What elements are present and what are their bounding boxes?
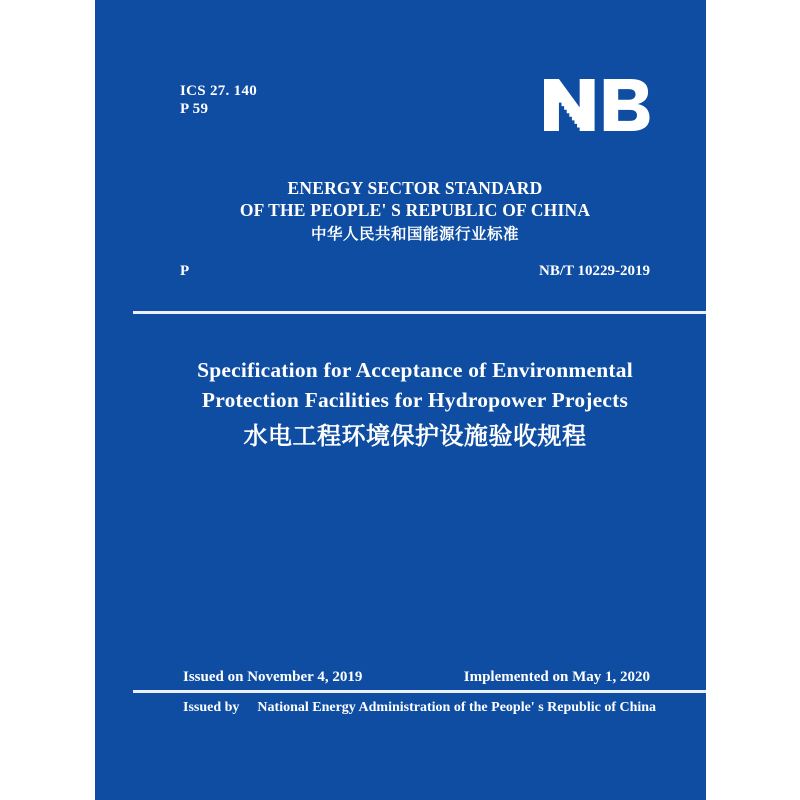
standard-heading-cn: 中华人民共和国能源行业标准 bbox=[310, 226, 519, 243]
standard-cover bbox=[95, 0, 706, 800]
code-row bbox=[180, 262, 650, 281]
bottom-divider-rule bbox=[133, 690, 706, 693]
ics-code: ICS 27. 140 bbox=[180, 83, 258, 99]
title-en-line2: Protection Facilities for Hydropower Projects bbox=[201, 388, 629, 412]
standard-heading-en-line1: ENERGY SECTOR STANDARD bbox=[287, 178, 543, 198]
standard-heading bbox=[180, 177, 650, 245]
top-divider-rule bbox=[133, 311, 706, 314]
dates-row bbox=[183, 668, 650, 687]
issued-date: Issued on November 4, 2019 bbox=[183, 669, 363, 685]
issued-by-value: National Energy Administration of the People' s Republic of China bbox=[257, 700, 657, 715]
standard-number: NB/T 10229-2019 bbox=[539, 263, 650, 279]
issued-by-label: Issued by bbox=[183, 700, 240, 715]
title-block bbox=[180, 355, 650, 453]
ics-classification-block bbox=[180, 82, 257, 118]
nb-logo-icon bbox=[544, 78, 650, 132]
classification-code: P 59 bbox=[180, 101, 209, 117]
title-en-line1: Specification for Acceptance of Environmental bbox=[197, 358, 633, 382]
issued-by-row bbox=[183, 699, 666, 717]
standard-heading-en-line2: OF THE PEOPLE' S REPUBLIC OF CHINA bbox=[239, 200, 591, 220]
implemented-date: Implemented on May 1, 2020 bbox=[463, 669, 650, 685]
category-code: P bbox=[180, 263, 190, 279]
title-cn: 水电工程环境保护设施验收规程 bbox=[243, 423, 587, 450]
